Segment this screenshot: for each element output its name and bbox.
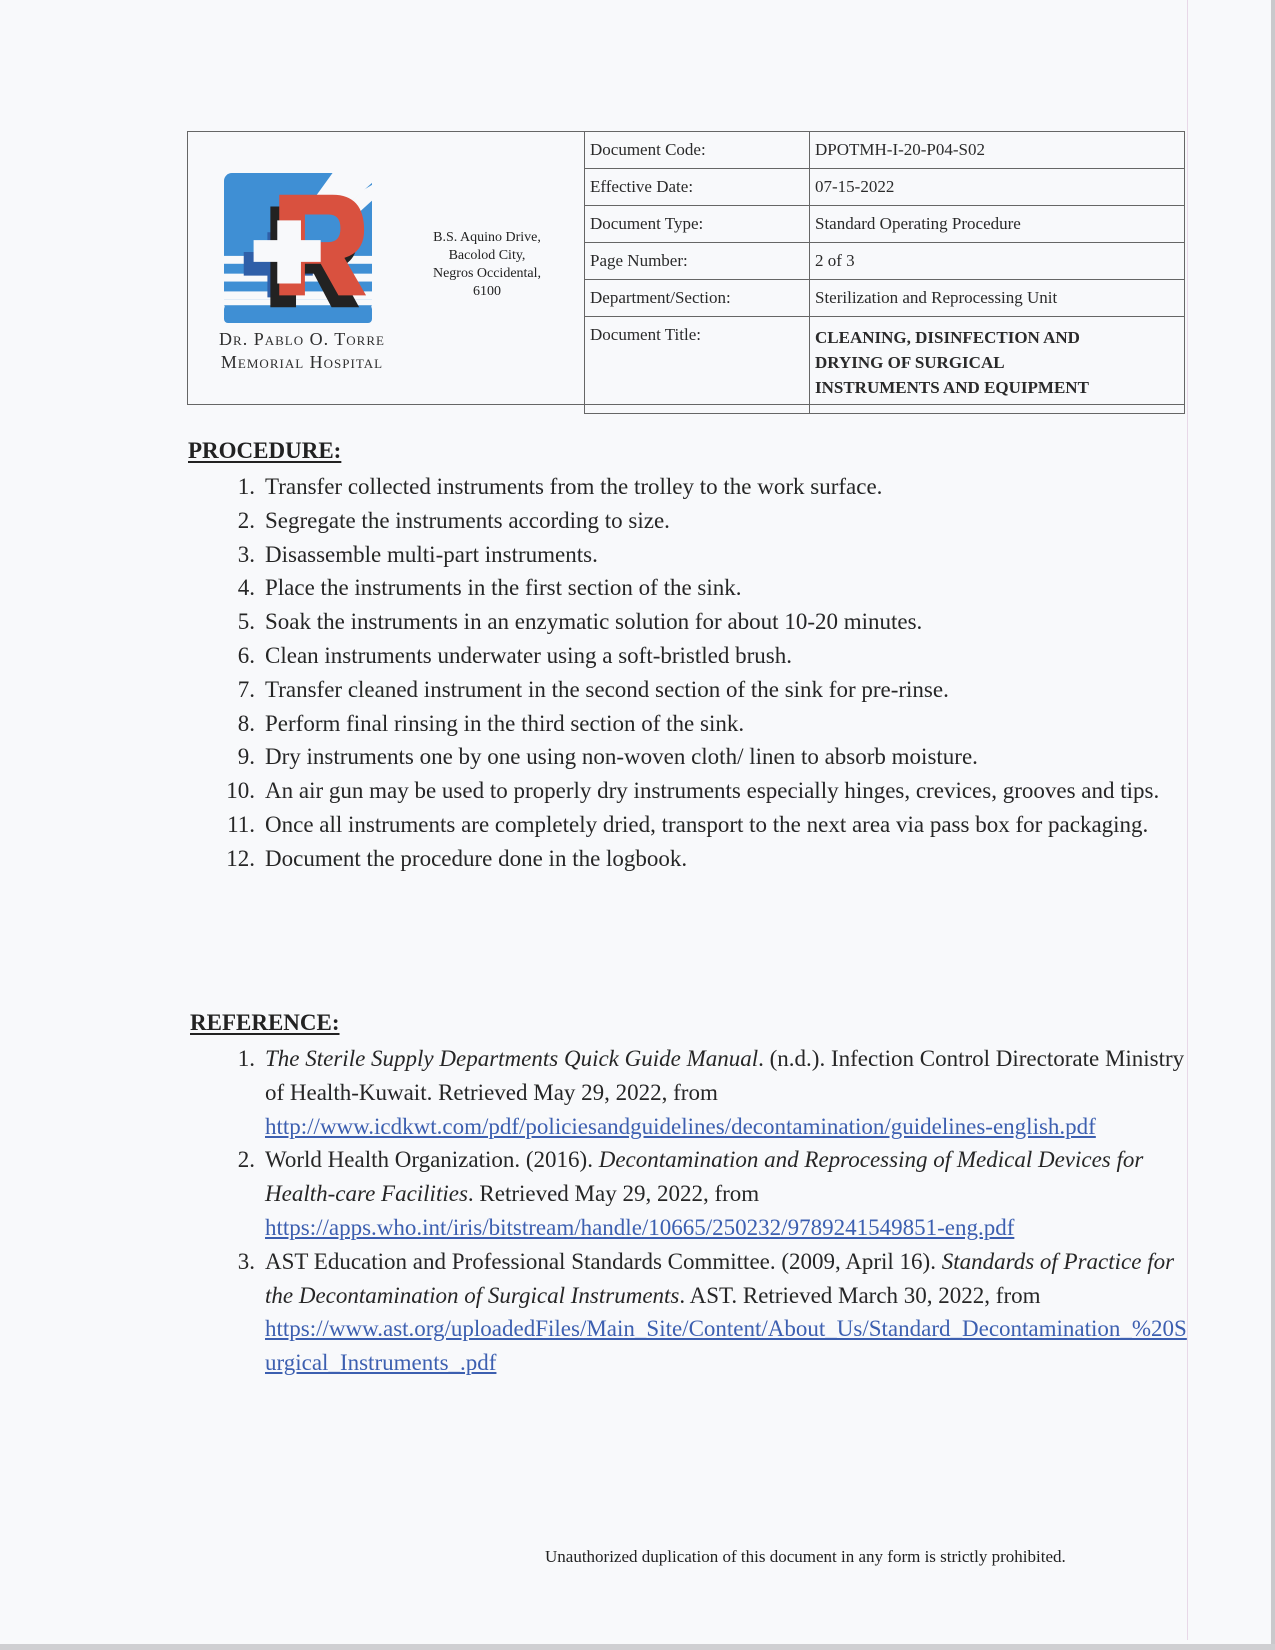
reference-item [215,1143,1190,1244]
reference-heading: REFERENCE: [190,1010,340,1035]
step-text: Transfer cleaned instrument in the second section of the sink for pre-rinse. [265,676,949,702]
address-line: Bacolod City, [448,248,526,263]
procedure-step [215,808,1190,842]
step-text: Document the procedure done in the logbook. [265,845,688,871]
step-number: 9. [237,744,255,770]
document-header [187,131,1185,405]
reference-number: 3. [237,1248,255,1274]
step-text: Dry instruments one by one using non-woven cloth/ linen to absorb moisture. [265,744,978,770]
hospital-address [412,229,562,301]
info-label: Document Code: [585,132,810,169]
document-title-line: CLEANING, DISINFECTION AND [815,328,1080,347]
info-row [585,243,1185,280]
reference-text: . AST. Retrieved March 30, 2022, from [679,1282,1041,1308]
reference-list [215,1042,1190,1380]
logo-cell [188,132,585,404]
document-title-line: INSTRUMENTS AND EQUIPMENT [815,378,1089,397]
hospital-logo-icon [224,172,372,324]
procedure-step [215,774,1190,808]
step-text: Segregate the instruments according to size. [265,507,670,533]
step-text: Transfer collected instruments from the trolley to the work surface. [265,474,883,499]
info-label: Document Type: [585,206,810,243]
hospital-name-line2: Memorial Hospital [220,352,384,372]
step-number: 1. [237,474,255,499]
step-number: 3. [237,541,255,567]
info-value: Sterilization and Reprocessing Unit [810,280,1185,317]
step-text: Perform final rinsing in the third section of the sink. [265,710,745,736]
procedure-list [215,470,1190,876]
step-number: 8. [237,710,255,736]
procedure-step [215,504,1190,538]
step-text: Soak the instruments in an enzymatic solution for about 10-20 minutes. [265,609,923,635]
procedure-step [215,673,1190,707]
info-value: Standard Operating Procedure [810,206,1185,243]
info-label: Document Title: [585,317,810,414]
procedure-step [215,605,1190,639]
reference-number: 2. [237,1147,255,1173]
footer-note: Unauthorized duplication of this document in any form is strictly prohibited. [545,1547,1066,1566]
hospital-name-line1: Dr. Pablo O. Torre [219,329,385,349]
info-value: 2 of 3 [810,243,1185,280]
page-bottom-shadow [0,1644,1275,1650]
procedure-step [215,842,1190,876]
procedure-heading: PROCEDURE: [188,438,342,463]
info-label: Department/Section: [585,280,810,317]
reference-text: World Health Organization. (2016). [265,1147,599,1173]
reference-link[interactable]: http://www.icdkwt.com/pdf/policiesandguidelines/decontamination/guidelines-english.pdf [265,1113,1096,1139]
info-row [585,206,1185,243]
procedure-step [215,707,1190,741]
info-label: Page Number: [585,243,810,280]
step-text: Place the instruments in the first section of the sink. [265,575,742,601]
reference-title: The Sterile Supply Departments Quick Guide Manual [265,1046,759,1071]
address-line: Negros Occidental, [432,266,542,281]
step-text: Disassemble multi-part instruments. [265,541,598,567]
info-row [585,132,1185,169]
hospital-name [202,328,402,374]
document-title [810,317,1185,414]
step-number: 11. [227,811,255,837]
reference-text: AST Education and Professional Standards Committee. (2009, April 16). [265,1248,942,1274]
step-number: 2. [237,507,255,533]
step-text: Once all instruments are completely dried, transport to the next area via pass box for packaging. [265,811,1149,837]
reference-number: 1. [237,1046,255,1071]
reference-item [215,1245,1190,1380]
info-value: DPOTMH-I-20-P04-S02 [810,132,1185,169]
procedure-step [215,571,1190,605]
reference-text: . (n.d.). Infection Control Directorate Ministry of Health-Kuwait. Retrieved May 29, 2022, from [265,1046,1185,1105]
step-text: Clean instruments underwater using a soft-bristled brush. [265,642,792,668]
reference-title: Decontamination and Reprocessing of Medical Devices for Health-care Facilities [265,1147,1144,1207]
step-number: 12. [226,845,255,871]
reference-text: . Retrieved May 29, 2022, from [467,1181,760,1207]
info-row [585,280,1185,317]
procedure-step [215,740,1190,774]
step-text: An air gun may be used to properly dry instruments especially hinges, crevices, grooves and tips. [265,778,1160,804]
step-number: 6. [237,642,255,668]
reference-link[interactable]: https://www.ast.org/uploadedFiles/Main_Site/Content/About_Us/Standard_Decontamination_%20Surgical_Instruments_.pdf [265,1316,1187,1376]
document-info-table [584,131,1185,414]
reference-link[interactable]: https://apps.who.int/iris/bitstream/handle/10665/250232/9789241549851-eng.pdf [265,1214,1015,1240]
step-number: 4. [237,575,255,601]
address-line: 6100 [473,284,501,299]
reference-title: Standards of Practice for the Decontamination of Surgical Instruments [265,1248,1175,1308]
step-number: 5. [237,609,255,635]
step-number: 7. [237,676,255,702]
address-line: B.S. Aquino Drive, [433,230,541,245]
info-row-title [585,317,1185,414]
page-edge-shadow [1271,0,1275,1650]
step-number: 10. [226,778,255,804]
procedure-step [215,470,1190,504]
info-row [585,169,1185,206]
reference-item [215,1042,1190,1143]
procedure-step [215,538,1190,572]
document-title-line: DRYING OF SURGICAL [815,353,1005,372]
info-value: 07-15-2022 [810,169,1185,206]
procedure-step [215,639,1190,673]
info-label: Effective Date: [585,169,810,206]
